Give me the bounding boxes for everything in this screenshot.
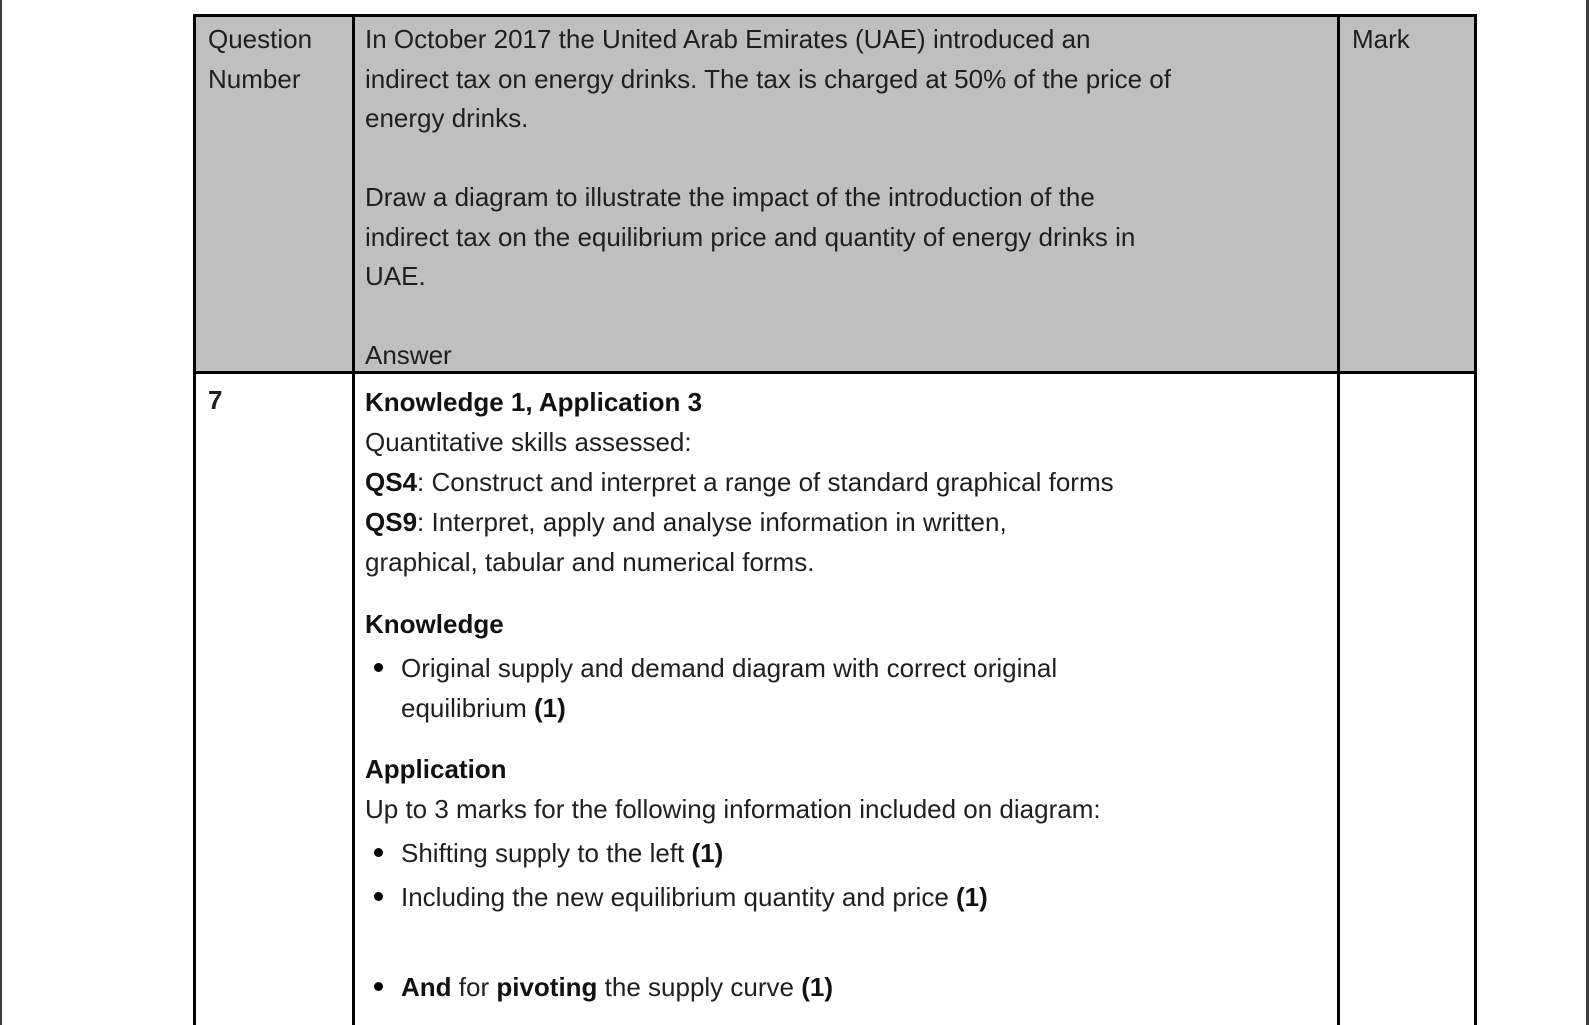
pivoting-bullet-pivoting: pivoting bbox=[496, 972, 598, 1002]
answer-label: Answer bbox=[365, 340, 452, 370]
qs9-line2: graphical, tabular and numerical forms. bbox=[365, 547, 815, 577]
table-header-row bbox=[196, 17, 1474, 374]
question-paragraph1-line2: indirect tax on energy drinks. The tax is charged at 50% of the price of bbox=[365, 63, 1171, 94]
answer-heading: Knowledge 1, Application 3 bbox=[365, 387, 703, 417]
question-paragraph1-line3: energy drinks. bbox=[365, 103, 529, 133]
question-number-header-line2: Number bbox=[208, 63, 301, 94]
page-left-edge-line bbox=[0, 0, 2, 1025]
qs4-label: QS4 bbox=[365, 467, 418, 497]
bullet-dot bbox=[374, 848, 383, 857]
answer-content-cell bbox=[355, 374, 1340, 1025]
knowledge-heading: Knowledge bbox=[365, 609, 504, 639]
question-paragraph2-line2: indirect tax on the equilibrium price and quantity of energy drinks in bbox=[365, 221, 1136, 252]
table-answer-row bbox=[196, 374, 1474, 1025]
pivoting-bullet bbox=[365, 967, 1329, 1007]
question-number-header-cell bbox=[196, 17, 355, 371]
pivoting-bullet-text2: the supply curve bbox=[597, 972, 802, 1002]
question-paragraph1-line1: In October 2017 the United Arab Emirates (UAE) introduced an bbox=[365, 24, 1091, 54]
qs9-label: QS9 bbox=[365, 507, 418, 537]
knowledge-bullet bbox=[365, 648, 1329, 728]
qs4-text: : Construct and interpret a range of standard graphical forms bbox=[417, 467, 1114, 497]
mark-header-label: Mark bbox=[1352, 24, 1410, 54]
knowledge-bullet-line2 bbox=[401, 688, 1329, 728]
application-bullet-2-line bbox=[401, 877, 1329, 917]
blank-line bbox=[365, 139, 1329, 179]
question-text-cell bbox=[355, 17, 1340, 371]
question-number-header-line1: Question bbox=[208, 24, 313, 54]
pivoting-bullet-text1: for bbox=[451, 972, 497, 1002]
application-bullet-2-text: Including the new equilibrium quantity and price bbox=[401, 882, 957, 912]
application-bullet-2 bbox=[365, 877, 1329, 917]
knowledge-bullet-mark: (1) bbox=[533, 693, 566, 723]
qs4-line bbox=[365, 462, 1329, 502]
mark-value-cell bbox=[1340, 374, 1468, 1025]
knowledge-bullet-line1: Original supply and demand diagram with correct original bbox=[401, 653, 1058, 683]
bullet-dot bbox=[374, 982, 383, 991]
qs9-text-line1: : Interpret, apply and analyse information in written, bbox=[417, 507, 1007, 537]
application-intro: Up to 3 marks for the following information included on diagram: bbox=[365, 794, 1101, 824]
application-heading: Application bbox=[365, 754, 507, 784]
bullet-dot bbox=[374, 892, 383, 901]
application-bullet-2-mark: (1) bbox=[956, 882, 988, 912]
application-bullet-1-mark: (1) bbox=[691, 838, 724, 868]
question-paragraph2-line3: UAE. bbox=[365, 261, 426, 291]
knowledge-bullet-line2-text: equilibrium bbox=[401, 693, 534, 723]
pivoting-bullet-mark: (1) bbox=[801, 972, 833, 1002]
application-bullet-1-text: Shifting supply to the left bbox=[401, 838, 692, 868]
quantitative-skills-line: Quantitative skills assessed: bbox=[365, 427, 692, 457]
pivoting-bullet-and: And bbox=[401, 972, 452, 1002]
question-paragraph2-line1: Draw a diagram to illustrate the impact of the introduction of the bbox=[365, 182, 1095, 212]
pivoting-bullet-line bbox=[401, 967, 1329, 1007]
qs9-line1 bbox=[365, 502, 1329, 542]
application-bullet-1 bbox=[365, 833, 1329, 873]
question-number-cell bbox=[196, 374, 355, 1025]
mark-scheme-table bbox=[193, 14, 1477, 1025]
blank-line bbox=[365, 297, 1329, 337]
mark-header-cell bbox=[1340, 17, 1468, 371]
bullet-dot bbox=[374, 663, 383, 672]
application-bullet-1-line bbox=[401, 833, 1329, 873]
question-number-value: 7 bbox=[208, 385, 223, 415]
